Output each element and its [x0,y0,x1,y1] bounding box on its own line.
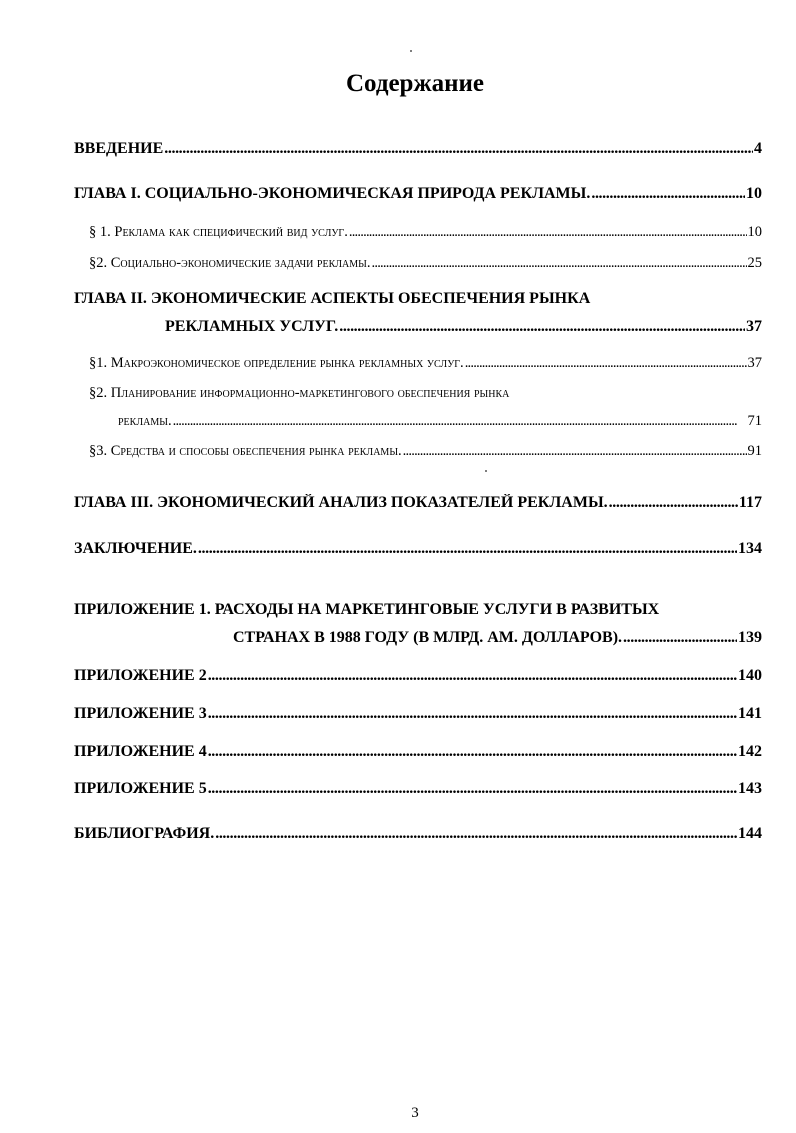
scan-speck [410,50,412,52]
toc-page-number: 134 [738,540,762,557]
toc-entry-chapter-1-section-2[interactable] [89,255,762,272]
toc-page-number: 37 [746,318,762,335]
toc-entry-chapter-2-section-3[interactable] [89,443,762,460]
toc-entry-label: §3. Средства и способы обеспечения рынка рекламы. [89,443,402,459]
toc-entry-chapter-2-line-1[interactable]: ГЛАВА II. ЭКОНОМИЧЕСКИЕ АСПЕКТЫ ОБЕСПЕЧЕНИЯ РЫНКА [74,290,591,307]
page-title: Содержание [345,70,484,97]
toc-page-number: 4 [754,140,762,157]
toc-entry-label: ЗАКЛЮЧЕНИЕ. [74,540,197,557]
toc-leader-dots [349,224,747,241]
toc-entry-label: §1. Макроэкономическое определение рынка рекламных услуг. [89,355,464,371]
toc-leader-dots [208,743,737,761]
toc-leader-dots [609,494,738,512]
toc-leader-dots [215,825,737,843]
toc-leader-dots [164,140,753,158]
toc-page-number: 71 [747,413,762,429]
toc-entry-label: ПРИЛОЖЕНИЕ 4 [74,743,207,760]
toc-entry-label: СТРАНАХ В 1988 ГОДУ (В МЛРД. АМ. ДОЛЛАРОВ). [233,629,623,646]
toc-entry-label: ПРИЛОЖЕНИЕ 2 [74,667,207,684]
toc-entry-appendix-5[interactable] [74,780,762,798]
toc-page-number: 25 [747,255,762,271]
toc-page-number: 10 [747,224,762,240]
toc-entry-chapter-1[interactable] [74,185,762,203]
toc-entry-chapter-2-section-2[interactable] [118,413,762,430]
toc-entry-chapter-3[interactable] [74,494,762,512]
toc-entry-chapter-2-section-1[interactable] [89,355,762,372]
scan-speck [485,470,487,472]
toc-entry-label: ПРИЛОЖЕНИЕ 3 [74,705,207,722]
toc-entry-conclusion[interactable] [74,540,762,558]
toc-entry-appendix-3[interactable] [74,705,762,723]
toc-page-number: 142 [738,743,762,760]
toc-leader-dots [208,667,737,685]
toc-entry-chapter-1-section-1[interactable] [89,224,762,241]
toc-page-number: 143 [738,780,762,797]
toc-page-number: 117 [738,494,762,511]
toc-entry-label: рекламы. [118,413,172,429]
page-number: 3 [411,1105,419,1121]
toc-entry-appendix-1[interactable] [233,629,762,647]
toc-entry-appendix-2[interactable] [74,667,762,685]
toc-entry-introduction[interactable] [74,140,762,158]
toc-entry-chapter-2[interactable] [165,318,762,336]
toc-entry-appendix-1-line-1[interactable]: ПРИЛОЖЕНИЕ 1. РАСХОДЫ НА МАРКЕТИНГОВЫЕ УСЛУГИ В РАЗВИТЫХ [74,601,660,618]
toc-leader-dots [173,413,747,430]
toc-entry-label: ВВЕДЕНИЕ [74,140,164,157]
toc-entry-label: БИБЛИОГРАФИЯ. [74,825,215,842]
toc-leader-dots [465,355,747,372]
toc-page-number: 141 [738,705,762,722]
toc-leader-dots [372,255,747,272]
toc-leader-dots [208,780,737,798]
toc-entry-label: РЕКЛАМНЫХ УСЛУГ. [165,318,339,335]
toc-page-number: 144 [738,825,762,842]
toc-entry-label: ПРИЛОЖЕНИЕ 5 [74,780,207,797]
toc-entry-bibliography[interactable] [74,825,762,843]
toc-entry-appendix-4[interactable] [74,743,762,761]
toc-page-number: 37 [747,355,762,371]
toc-page-number: 140 [738,667,762,684]
toc-leader-dots [623,629,737,647]
toc-entry-label: § 1. Реклама как специфический вид услуг. [89,224,348,240]
toc-entry-label: §2. Социально-экономические задачи рекламы. [89,255,371,271]
toc-leader-dots [591,185,745,203]
toc-page-number: 139 [738,629,762,646]
toc-page-number: 91 [747,443,762,459]
toc-leader-dots [208,705,737,723]
toc-entry-label: ГЛАВА I. СОЦИАЛЬНО-ЭКОНОМИЧЕСКАЯ ПРИРОДА РЕКЛАМЫ. [74,185,591,202]
toc-leader-dots [403,443,747,460]
toc-leader-dots [198,540,737,558]
toc-leader-dots [339,318,745,336]
toc-entry-chapter-2-section-2-line-1[interactable]: §2. Планирование информационно-маркетингового обеспечения рынка [89,385,510,401]
toc-page-number: 10 [746,185,762,202]
toc-entry-label: ГЛАВА III. ЭКОНОМИЧЕСКИЙ АНАЛИЗ ПОКАЗАТЕЛЕЙ РЕКЛАМЫ. [74,494,608,511]
